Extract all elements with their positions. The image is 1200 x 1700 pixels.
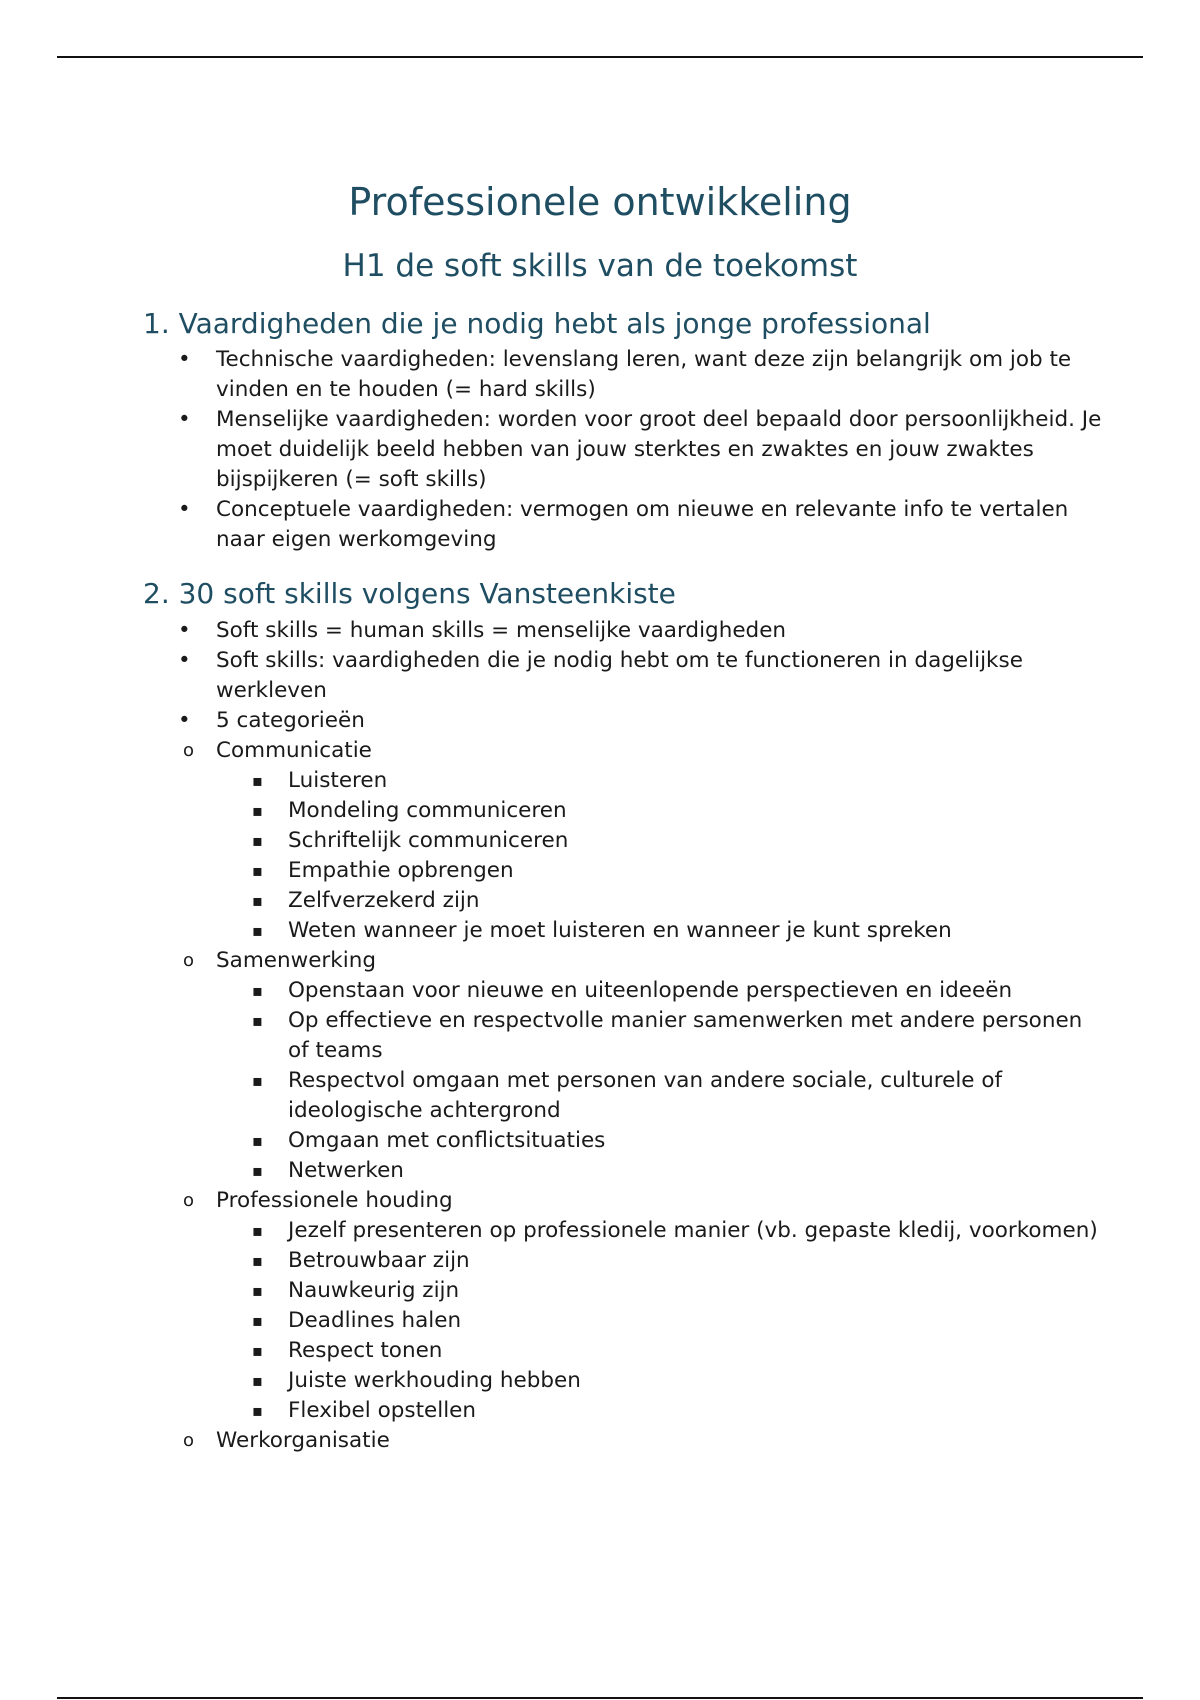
list-item: ▪ Jezelf presenteren op professionele manier (vb. gepaste kledij, voorkomen): [216, 1216, 1103, 1246]
list-item: • Soft skills: vaardigheden die je nodig hebt om te functioneren in dagelijkse werkleven: [178, 648, 1023, 703]
list-item: ▪ Netwerken: [216, 1156, 1103, 1186]
circle-bullet-icon: o: [183, 1430, 195, 1451]
circle-bullet-icon: o: [183, 1190, 195, 1211]
square-bullet-icon: ▪: [252, 1251, 263, 1270]
list-item: • Conceptuele vaardigheden: vermogen om nieuwe en relevante info te vertalen naar eigen werkomgeving: [178, 497, 1069, 552]
category-samenwerking: o Samenwerking ▪ Openstaan voor nieuwe en uiteenlopende perspectieven en ideeën ▪ Op effectieve en respectvolle manier samenwerken met andere personen of teams ▪ Respectvol omgaan met personen van andere sociale, culturele of ideologische achtergrond ▪ Omgaan met conflictsituaties ▪ Netwerken: [143, 946, 1103, 1186]
list-item: ▪ Betrouwbaar zijn: [216, 1246, 1103, 1276]
list-item: ▪ Nauwkeurig zijn: [216, 1276, 1103, 1306]
bullet-icon: •: [178, 618, 191, 643]
section-vaardigheden: [143, 306, 1103, 555]
square-bullet-icon: ▪: [252, 891, 263, 910]
skill-list: [216, 976, 1103, 1186]
square-bullet-icon: ▪: [252, 861, 263, 880]
list-item: ▪ Deadlines halen: [216, 1306, 1103, 1336]
bullet-icon: •: [178, 708, 191, 733]
list-item: ▪ Openstaan voor nieuwe en uiteenlopende perspectieven en ideeën: [216, 976, 1103, 1006]
document-title: Professionele ontwikkeling: [348, 180, 852, 224]
category-werkorganisatie: o Werkorganisatie: [143, 1426, 1103, 1456]
list-item: ▪ Op effectieve en respectvolle manier samenwerken met andere personen of teams: [252, 1008, 1083, 1063]
square-bullet-icon: ▪: [252, 1011, 263, 1030]
list-item: ▪ Schriftelijk communiceren: [216, 826, 1103, 856]
square-bullet-icon: ▪: [252, 1281, 263, 1300]
list-item: ▪ Respect tonen: [216, 1336, 1103, 1366]
list-item: ▪ Luisteren: [216, 766, 1103, 796]
list-item: • 5 categorieën o Communicatie ▪ Luisteren ▪ Mondeling communiceren ▪ Schriftelijk communiceren ▪ Empathie opbrengen ▪ Zelfverzekerd zijn ▪ Weten wanneer je moet luisteren en wanneer je kunt spreken o Samenwerking ▪ Openstaan voor nieuwe en uiteenlopende perspectieven en ideeën ▪ Op effectieve en respectvolle manier samenwerken met andere personen of teams ▪ Respectvol omgaan met personen van andere sociale, culturele of ideologische achtergrond ▪ Omgaan met conflictsituaties ▪ Netwerken o Professionele houding ▪ Jezelf presenteren op professionele manier (vb. gepaste kledij, voorkomen) ▪ Betrouwbaar zijn ▪ Nauwkeurig zijn ▪ Deadlines halen ▪ Respect tonen ▪ Juiste werkhouding hebben ▪ Flexibel opstellen o Werkorganisatie: [143, 706, 1103, 1456]
bullet-list: [143, 345, 1103, 555]
square-bullet-icon: ▪: [252, 1131, 263, 1150]
list-item: ▪ Weten wanneer je moet luisteren en wanneer je kunt spreken: [216, 916, 1103, 946]
square-bullet-icon: ▪: [252, 1161, 263, 1180]
square-bullet-icon: ▪: [252, 801, 263, 820]
list-item: • Soft skills = human skills = menselijke vaardigheden: [143, 616, 1103, 646]
bullet-icon: •: [178, 407, 191, 432]
skill-list: [216, 1216, 1103, 1426]
bullet-icon: •: [178, 648, 191, 673]
square-bullet-icon: ▪: [252, 771, 263, 790]
document-subtitle: H1 de soft skills van de toekomst: [342, 248, 858, 284]
category-list: [143, 736, 1103, 1456]
square-bullet-icon: ▪: [252, 921, 263, 940]
square-bullet-icon: ▪: [252, 831, 263, 850]
section-heading: 1. Vaardigheden die je nodig hebt als jonge professional: [143, 307, 931, 340]
square-bullet-icon: ▪: [252, 981, 263, 1000]
skill-list: [216, 766, 1103, 946]
list-item: ▪ Respectvol omgaan met personen van andere sociale, culturele of ideologische achtergrond: [252, 1068, 1003, 1123]
list-item: • Technische vaardigheden: levenslang leren, want deze zijn belangrijk om job te vinden en te houden (= hard skills): [178, 347, 1072, 402]
section-heading: 2. 30 soft skills volgens Vansteenkiste: [143, 577, 676, 610]
header-rule: [57, 56, 1143, 58]
square-bullet-icon: ▪: [252, 1311, 263, 1330]
bullet-icon: •: [178, 347, 191, 372]
square-bullet-icon: ▪: [252, 1401, 263, 1420]
circle-bullet-icon: o: [183, 740, 195, 761]
bullet-icon: •: [178, 497, 191, 522]
square-bullet-icon: ▪: [252, 1341, 263, 1360]
section-soft-skills: [143, 576, 1103, 1456]
list-item: ▪ Omgaan met conflictsituaties: [216, 1126, 1103, 1156]
list-item: ▪ Mondeling communiceren: [216, 796, 1103, 826]
footer-rule: [57, 1697, 1143, 1699]
list-item: ▪ Juiste werkhouding hebben: [216, 1366, 1103, 1396]
list-item: ▪ Flexibel opstellen: [216, 1396, 1103, 1426]
list-item: ▪ Zelfverzekerd zijn: [216, 886, 1103, 916]
square-bullet-icon: ▪: [252, 1371, 263, 1390]
bullet-list: [143, 616, 1103, 1456]
category-professionele-houding: o Professionele houding ▪ Jezelf presenteren op professionele manier (vb. gepaste kledij, voorkomen) ▪ Betrouwbaar zijn ▪ Nauwkeurig zijn ▪ Deadlines halen ▪ Respect tonen ▪ Juiste werkhouding hebben ▪ Flexibel opstellen: [143, 1186, 1103, 1426]
square-bullet-icon: ▪: [252, 1071, 263, 1090]
list-item: ▪ Empathie opbrengen: [216, 856, 1103, 886]
list-item: • Menselijke vaardigheden: worden voor groot deel bepaald door persoonlijkheid. Je moet duidelijk beeld hebben van jouw sterktes en zwaktes en jouw zwaktes bijspijkeren (= soft skills): [178, 407, 1102, 492]
circle-bullet-icon: o: [183, 950, 195, 971]
square-bullet-icon: ▪: [252, 1221, 263, 1240]
category-communicatie: o Communicatie ▪ Luisteren ▪ Mondeling communiceren ▪ Schriftelijk communiceren ▪ Empathie opbrengen ▪ Zelfverzekerd zijn ▪ Weten wanneer je moet luisteren en wanneer je kunt spreken: [143, 736, 1103, 946]
